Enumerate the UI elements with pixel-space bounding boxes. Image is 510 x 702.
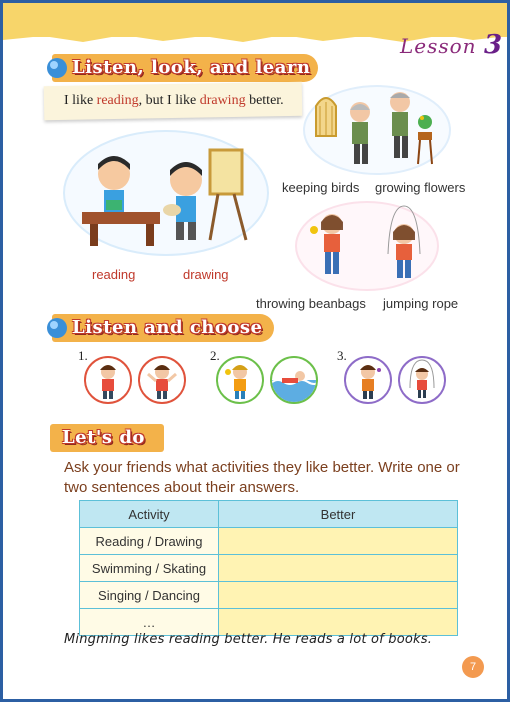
lesson-number: 3: [483, 30, 504, 60]
sentence-keyword-reading: reading: [96, 93, 139, 108]
table-header-better: Better: [219, 501, 458, 528]
section-title-2: Listen and choose: [72, 317, 263, 338]
sentence-part: , but I like: [138, 93, 200, 108]
activity-instruction: Ask your friends what activities they like better. Write one or two sentences about their answers.: [64, 459, 460, 496]
page-number: 7: [462, 656, 484, 678]
girl-dancing-icon: [140, 358, 184, 402]
birds-flowers-illustration: [302, 84, 452, 176]
choice-circle-2a[interactable]: [216, 356, 264, 404]
choice-circle-2b[interactable]: [270, 356, 318, 404]
table-header-activity: Activity: [80, 501, 219, 528]
table-row: [80, 528, 458, 555]
girl-beanbag-icon: [218, 358, 262, 402]
choice-circle-1a[interactable]: [84, 356, 132, 404]
table-cell-activity: Singing / Dancing: [80, 582, 219, 609]
sentence-part: better.: [245, 93, 284, 108]
table-cell-activity: Swimming / Skating: [80, 555, 219, 582]
speaker-orb-icon: [46, 317, 68, 339]
sentence-keyword-drawing: drawing: [199, 93, 246, 108]
lesson-word: Lesson: [400, 34, 477, 58]
caption-drawing: drawing: [183, 267, 229, 282]
table-row: [80, 555, 458, 582]
girl-singing-icon: [346, 358, 390, 402]
choice-circle-3b[interactable]: [398, 356, 446, 404]
caption-jumping-rope: jumping rope: [383, 296, 459, 311]
reading-drawing-illustration: [62, 128, 270, 258]
girl-reading-icon: [86, 358, 130, 402]
swimming-icon: [272, 358, 316, 402]
table-header-row: [80, 501, 458, 528]
beanbags-rope-illustration: [294, 200, 440, 292]
example-answer: Mingming likes reading better. He reads a lot of books.: [64, 632, 433, 647]
section-title-1: Listen, look, and learn: [72, 57, 311, 78]
caption-reading: reading: [92, 267, 136, 282]
question-number-3: 3.: [337, 348, 347, 363]
sentence-part: I like: [64, 93, 97, 108]
example-sentence: [64, 93, 284, 109]
table-cell-better[interactable]: [219, 555, 458, 582]
section-title-3: Let's do: [62, 427, 145, 448]
question-number-1: 1.: [78, 348, 88, 363]
choice-circle-1b[interactable]: [138, 356, 186, 404]
table-cell-activity: …: [80, 609, 219, 636]
table-cell-better[interactable]: [219, 528, 458, 555]
choice-circle-3a[interactable]: [344, 356, 392, 404]
survey-table: [79, 500, 458, 636]
speaker-orb-icon: [46, 57, 68, 79]
caption-growing-flowers: growing flowers: [375, 180, 466, 195]
caption-throwing-beanbags: throwing beanbags: [256, 296, 366, 311]
table-row: [80, 582, 458, 609]
caption-keeping-birds: keeping birds: [282, 180, 360, 195]
lesson-label: [400, 30, 503, 60]
question-number-2: 2.: [210, 348, 220, 363]
table-cell-better[interactable]: [219, 582, 458, 609]
table-cell-activity: Reading / Drawing: [80, 528, 219, 555]
girl-jumping-rope-icon: [400, 358, 444, 402]
